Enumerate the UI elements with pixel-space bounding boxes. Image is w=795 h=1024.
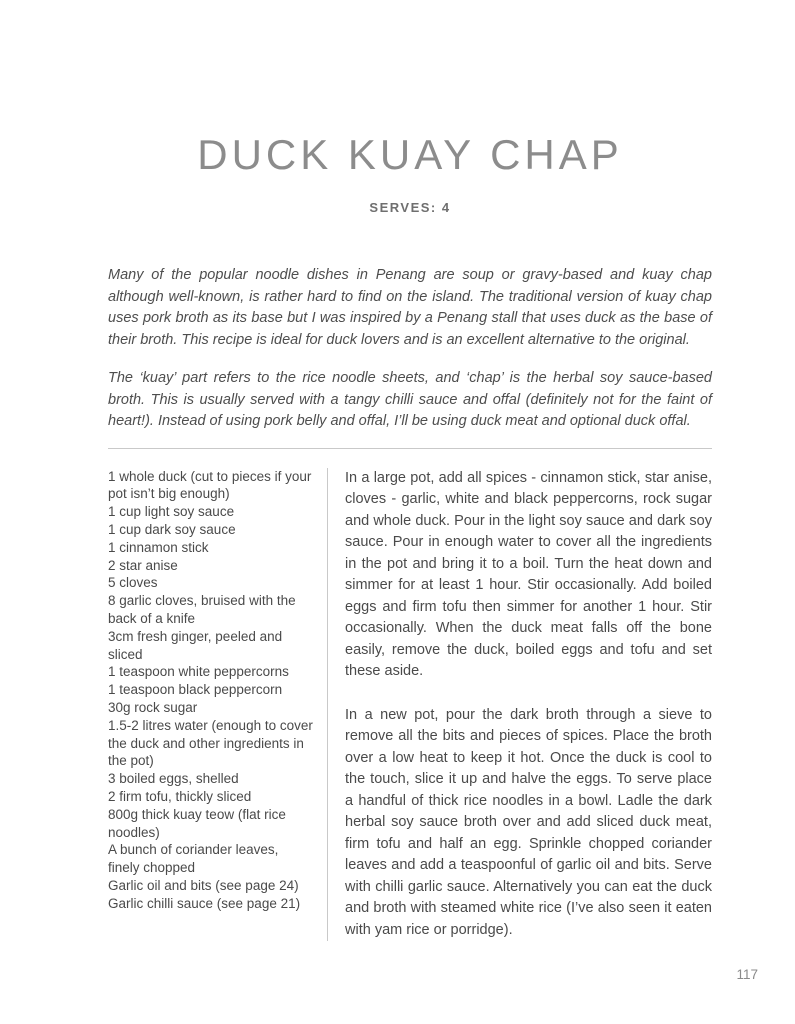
- ingredient-item: 1.5-2 litres water (enough to cover the duck and other ingredients in the pot): [108, 717, 313, 769]
- intro-paragraph: Many of the popular noodle dishes in Penang are soup or gravy-based and kuay chap although well-known, is rather hard to find on the island. The traditional version of kuay chap uses pork broth as its base but I was inspired by a Penang stall that uses duck as the base of their broth. This recipe is ideal for duck lovers and is an excellent alternative to the original.: [108, 267, 712, 348]
- instruction-paragraph: In a new pot, pour the dark broth through a sieve to remove all the bits and pieces of spices. Place the broth over a low heat to keep it hot. Once the duck is cool to the touch, slice it up and halve the eggs. To serve place a handful of thick rice noodles in a bowl. Ladle the dark herbal soy sauce broth over and add sliced duck meat, firm tofu and half an egg. Sprinkle chopped coriander leaves and add a teaspoonful of garlic oil and bits. Serve with chilli garlic sauce. Alternatively you can eat the duck and broth with steamed white rice (I’ve also seen it eaten with yam rice or porridge).: [345, 706, 712, 938]
- ingredient-item: 3cm fresh ginger, peeled and sliced: [108, 628, 283, 662]
- ingredient-item: 1 cup dark soy sauce: [108, 522, 236, 538]
- page-number: 117: [736, 967, 758, 982]
- ingredient-item: 800g thick kuay teow (flat rice noodles): [108, 806, 286, 840]
- ingredient-item: 3 boiled eggs, shelled: [108, 771, 239, 787]
- ingredient-item: 1 teaspoon white peppercorns: [108, 664, 289, 680]
- ingredient-item: 2 firm tofu, thickly sliced: [108, 789, 252, 805]
- instruction-paragraph: In a large pot, add all spices - cinnamon stick, star anise, cloves - garlic, white and black peppercorns, rock sugar and whole duck. Pour in the light soy sauce and dark soy sauce. Pour in enough water to cover all the ingredients in the pot and bring it to a boil. Turn the heat down and simmer for at least 1 hour. Stir occasionally. Add boiled eggs and firm tofu then simmer for another 1 hour. Stir occasionally. When the duck meat falls off the bone easily, remove the duck, boiled eggs and tofu and set these aside.: [345, 469, 712, 680]
- ingredient-item: Garlic chilli sauce (see page 21): [108, 895, 301, 911]
- ingredient-item: 5 cloves: [108, 575, 158, 591]
- ingredient-item: 30g rock sugar: [108, 700, 198, 716]
- ingredient-item: Garlic oil and bits (see page 24): [108, 878, 299, 894]
- ingredient-item: 1 whole duck (cut to pieces if your pot isn’t big enough): [108, 468, 312, 502]
- ingredients-list: [108, 468, 328, 942]
- ingredient-item: 1 cup light soy sauce: [108, 504, 235, 520]
- ingredient-item: 1 cinnamon stick: [108, 539, 209, 555]
- recipe-body: [108, 468, 712, 942]
- section-divider: [108, 448, 712, 449]
- ingredient-item: 1 teaspoon black peppercorn: [108, 682, 283, 698]
- intro-section: [108, 265, 712, 433]
- ingredient-item: A bunch of coriander leaves, finely chopped: [108, 842, 279, 876]
- ingredient-item: 8 garlic cloves, bruised with the back of a knife: [108, 593, 296, 627]
- intro-paragraph: The ‘kuay’ part refers to the rice noodle sheets, and ‘chap’ is the herbal soy sauce-based broth. This is usually served with a tangy chilli sauce and offal (definitely not for the faint of heart!). Instead of using pork belly and offal, I’ll be using duck meat and optional duck offal.: [108, 370, 712, 430]
- serves-label: SERVES: 4: [369, 200, 451, 216]
- instructions-section: [328, 468, 712, 942]
- recipe-title: DUCK KUAY CHAP: [197, 131, 623, 178]
- content-column: [108, 0, 712, 941]
- ingredient-item: 2 star anise: [108, 557, 178, 573]
